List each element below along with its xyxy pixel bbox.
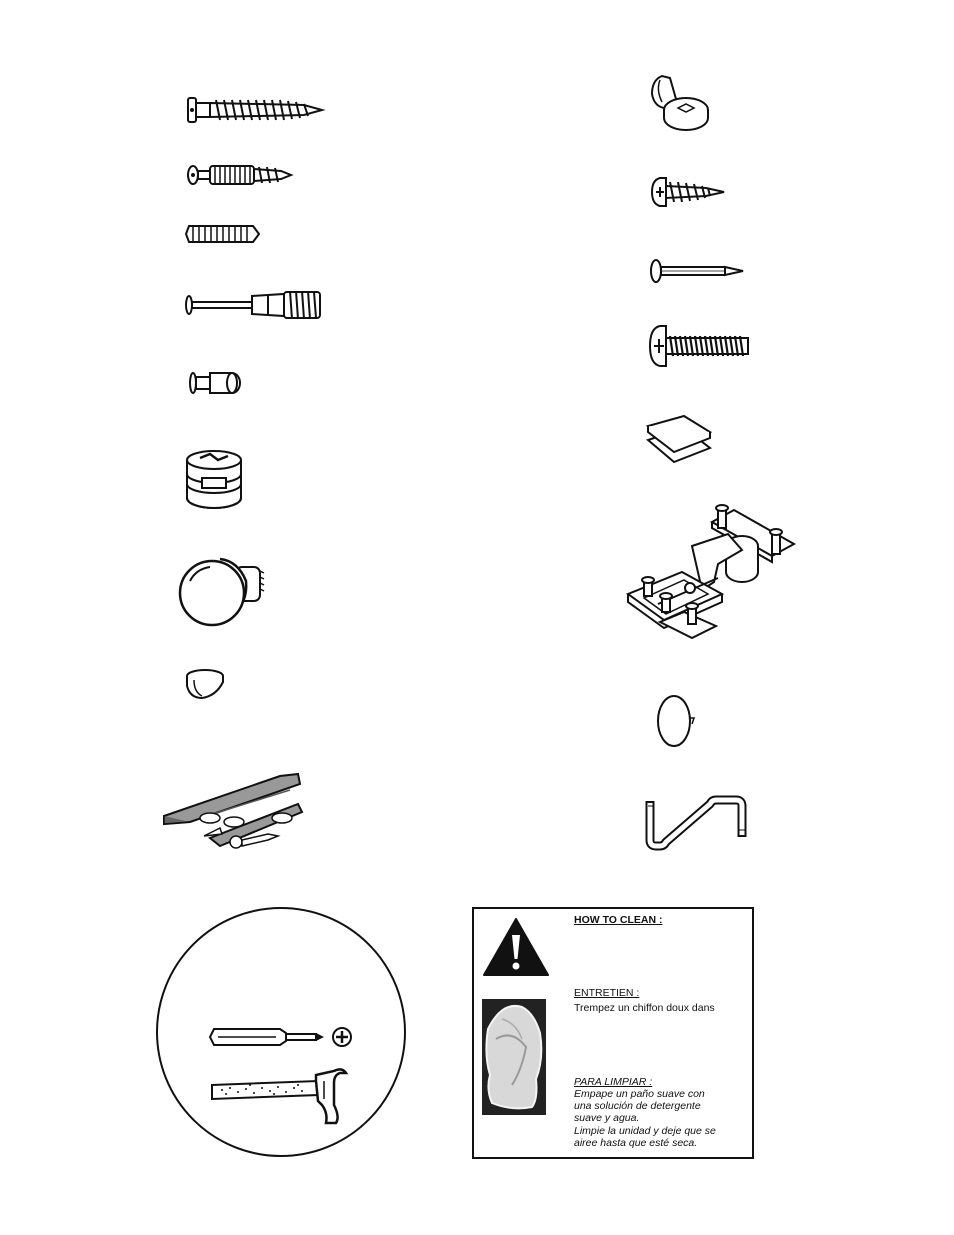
cam-bolt-icon xyxy=(186,94,326,126)
hammer-icon xyxy=(210,1065,350,1127)
strap-icon xyxy=(160,768,310,858)
sandpaper-icon xyxy=(644,414,714,466)
phillips-screwdriver-icon xyxy=(210,1023,356,1051)
cam-bolt-short-icon xyxy=(185,162,293,188)
shelf-pin-icon xyxy=(188,370,242,396)
knob-icon xyxy=(178,555,268,627)
entretien-heading: ENTRETIEN : xyxy=(574,987,640,999)
nail-icon xyxy=(649,258,745,284)
how-to-clean-heading: HOW TO CLEAN : xyxy=(574,914,663,926)
para-limpiar-line-1: Empape un paño suave con xyxy=(574,1088,705,1100)
cover-cap-icon xyxy=(656,694,696,748)
screw-icon xyxy=(650,176,726,208)
entretien-text: Trempez un chiffon doux dans xyxy=(574,1002,715,1014)
required-tools-circle xyxy=(156,907,406,1157)
cleaning-instructions-box xyxy=(472,907,754,1159)
connector-bolt-icon xyxy=(184,288,326,322)
hinge-icon xyxy=(622,502,804,644)
cleaning-cloth-icon xyxy=(482,999,546,1115)
para-limpiar-line-5: airee hasta que esté seca. xyxy=(574,1137,698,1149)
cam-lock-icon xyxy=(184,448,244,510)
cap-icon xyxy=(184,668,226,702)
warning-icon xyxy=(482,917,550,982)
long-screw-icon xyxy=(648,324,752,368)
para-limpiar-line-3: suave y agua. xyxy=(574,1112,640,1124)
allen-key-icon xyxy=(646,794,750,850)
para-limpiar-heading: PARA LIMPIAR : xyxy=(574,1076,653,1088)
shelf-support-icon xyxy=(648,72,712,134)
dowel-icon xyxy=(185,222,261,246)
para-limpiar-line-4: Limpie la unidad y deje que se xyxy=(574,1125,716,1137)
para-limpiar-line-2: una solución de detergente xyxy=(574,1100,701,1112)
